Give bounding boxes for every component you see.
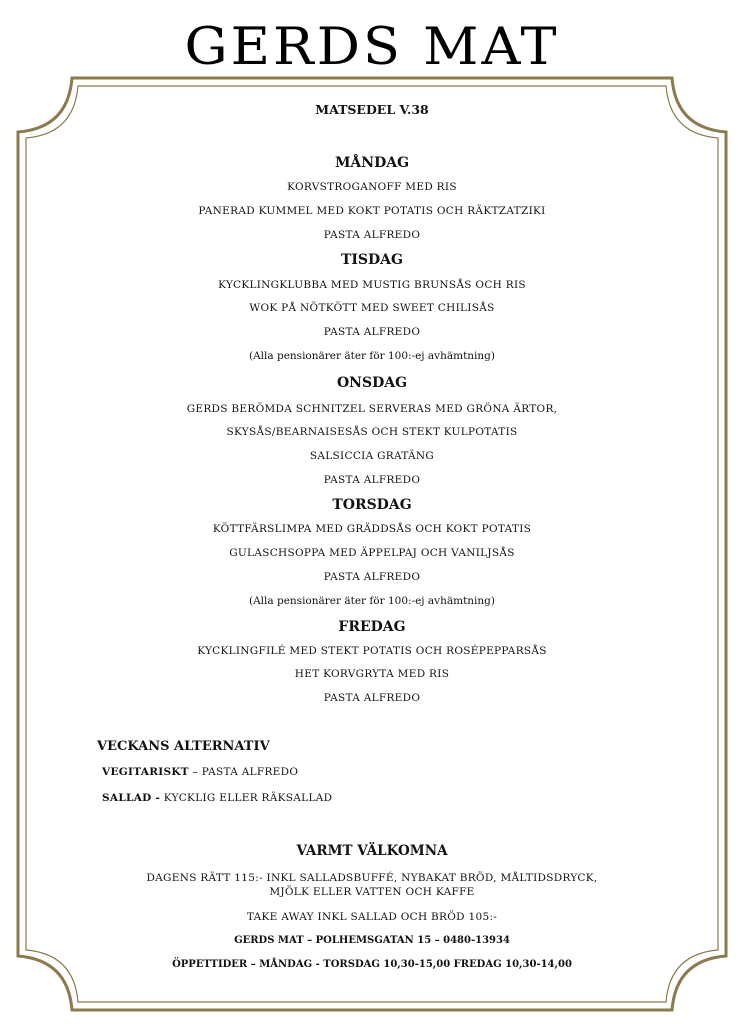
menu-item: GERDS BERÖMDA SCHNITZEL SERVERAS MED GRÖNA ÄRTOR, [186, 403, 558, 415]
menu-item: GULASCHSOPPA MED ÄPPELPAJ OCH VANILJSÅS [229, 547, 515, 559]
pensioner-note: (Alla pensionärer äter för 100:-ej avhämtning) [248, 595, 495, 607]
opening-hours: ÖPPETTIDER – MÅNDAG - TORSDAG 10,30-15,00 FREDAG 10,30-14,00 [172, 959, 572, 970]
day-heading-thursday: TORSDAG [332, 497, 412, 513]
pensioner-note: (Alla pensionärer äter för 100:-ej avhämtning) [248, 350, 495, 362]
daily-dish-info-line1: DAGENS RÄTT 115:- INKL SALLADSBUFFÉ, NYBAKAT BRÖD, MÅLTIDSDRYCK, [146, 872, 598, 884]
day-heading-wednesday: ONSDAG [336, 375, 408, 391]
welcome-heading: VARMT VÄLKOMNA [296, 843, 448, 859]
menu-item: PASTA ALFREDO [323, 229, 421, 241]
menu-item: KORVSTROGANOFF MED RIS [287, 181, 457, 193]
menu-item: PANERAD KUMMEL MED KOKT POTATIS OCH RÄKTZATZIKI [198, 205, 546, 217]
alternatives-heading: VECKANS ALTERNATIV [97, 739, 270, 754]
menu-item: SALSICCIA GRATÄNG [309, 450, 435, 462]
menu-item: WOK PÅ NÖTKÖTT MED SWEET CHILISÅS [249, 302, 495, 314]
menu-item: KYCKLINGKLUBBA MED MUSTIG BRUNSÅS OCH RIS [218, 279, 526, 291]
day-heading-tuesday: TISDAG [340, 252, 404, 268]
menu-item: SKYSÅS/BEARNAISESÅS OCH STEKT KULPOTATIS [226, 426, 518, 438]
menu-item: PASTA ALFREDO [323, 692, 421, 704]
menu-item: PASTA ALFREDO [323, 571, 421, 583]
menu-item: HET KORVGRYTA MED RIS [294, 668, 450, 680]
takeaway-info: TAKE AWAY INKL SALLAD OCH BRÖD 105:- [246, 911, 498, 923]
week-menu-heading: MATSEDEL V.38 [315, 102, 429, 117]
day-heading-monday: MÅNDAG [334, 155, 410, 171]
daily-dish-info-line2: MJÖLK ELLER VATTEN OCH KAFFE [269, 886, 475, 898]
vegetarian-label: VEGITARISKT [102, 766, 189, 778]
menu-item: PASTA ALFREDO [323, 326, 421, 338]
menu-item: KYCKLINGFILÉ MED STEKT POTATIS OCH ROSÉPEPPARSÅS [197, 645, 547, 657]
address-contact: GERDS MAT – POLHEMSGATAN 15 – 0480-13934 [234, 935, 510, 946]
menu-item: PASTA ALFREDO [323, 474, 421, 486]
vegetarian-alternative [102, 766, 298, 778]
restaurant-title: GERDS MAT [184, 16, 560, 77]
salad-label: SALLAD - [102, 792, 161, 804]
vegetarian-value: – PASTA ALFREDO [188, 766, 299, 778]
salad-alternative [102, 792, 332, 804]
menu-item: KÖTTFÄRSLIMPA MED GRÄDDSÅS OCH KOKT POTATIS [212, 523, 532, 535]
day-heading-friday: FREDAG [338, 619, 406, 635]
salad-value: KYCKLIG ELLER RÄKSALLAD [160, 792, 333, 804]
